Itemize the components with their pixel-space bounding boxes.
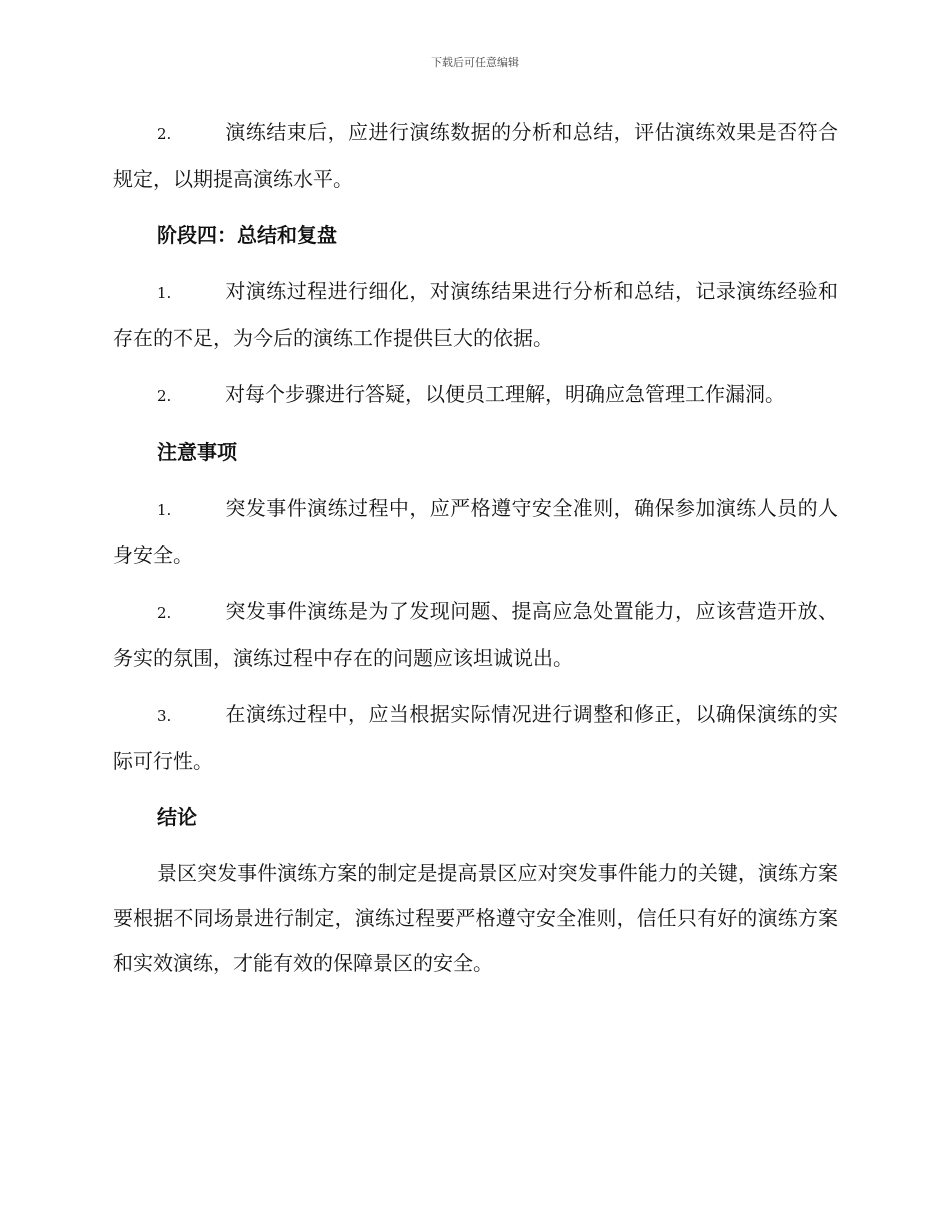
list-text: 突发事件演练过程中，应严格遵守安全准则，确保参加演练人员的人身安全。 — [113, 496, 838, 567]
list-item — [113, 486, 838, 578]
list-text: 突发事件演练是为了发现问题、提高应急处置能力，应该营造开放、务实的氛围，演练过程中存在的问题应该坦诚说出。 — [113, 599, 838, 670]
list-item — [113, 269, 838, 361]
section-heading-stage4: 阶段四：总结和复盘 — [157, 223, 337, 247]
list-item — [113, 372, 838, 419]
page-header: 下载后可任意编辑 — [431, 56, 519, 69]
conclusion-paragraph: 景区突发事件演练方案的制定是提高景区应对突发事件能力的关键，演练方案要根据不同场景进行制定，演练过程要严格遵守安全准则，信任只有好的演练方案和实效演练，才能有效的保障景区的安全。 — [113, 861, 838, 975]
list-text: 对演练过程进行细化，对演练结果进行分析和总结，记录演练经验和存在的不足，为今后的演练工作提供巨大的依据。 — [113, 279, 838, 350]
document-body — [113, 110, 838, 986]
list-item — [113, 110, 838, 202]
list-text: 对每个步骤进行答疑，以便员工理解，明确应急管理工作漏洞。 — [225, 382, 785, 406]
list-number: 1. — [157, 501, 172, 519]
list-text: 演练结束后，应进行演练数据的分析和总结，评估演练效果是否符合规定，以期提高演练水平。 — [113, 120, 838, 191]
list-number: 2. — [157, 387, 172, 405]
list-number: 2. — [157, 125, 172, 143]
list-number: 2. — [157, 604, 172, 622]
list-item — [113, 589, 838, 681]
section-heading-notes: 注意事项 — [157, 440, 237, 464]
list-number: 1. — [157, 284, 172, 302]
section-heading-conclusion: 结论 — [157, 805, 197, 829]
list-text: 在演练过程中，应当根据实际情况进行调整和修正，以确保演练的实际可行性。 — [113, 702, 838, 773]
list-number: 3. — [157, 707, 172, 725]
list-item — [113, 692, 838, 784]
